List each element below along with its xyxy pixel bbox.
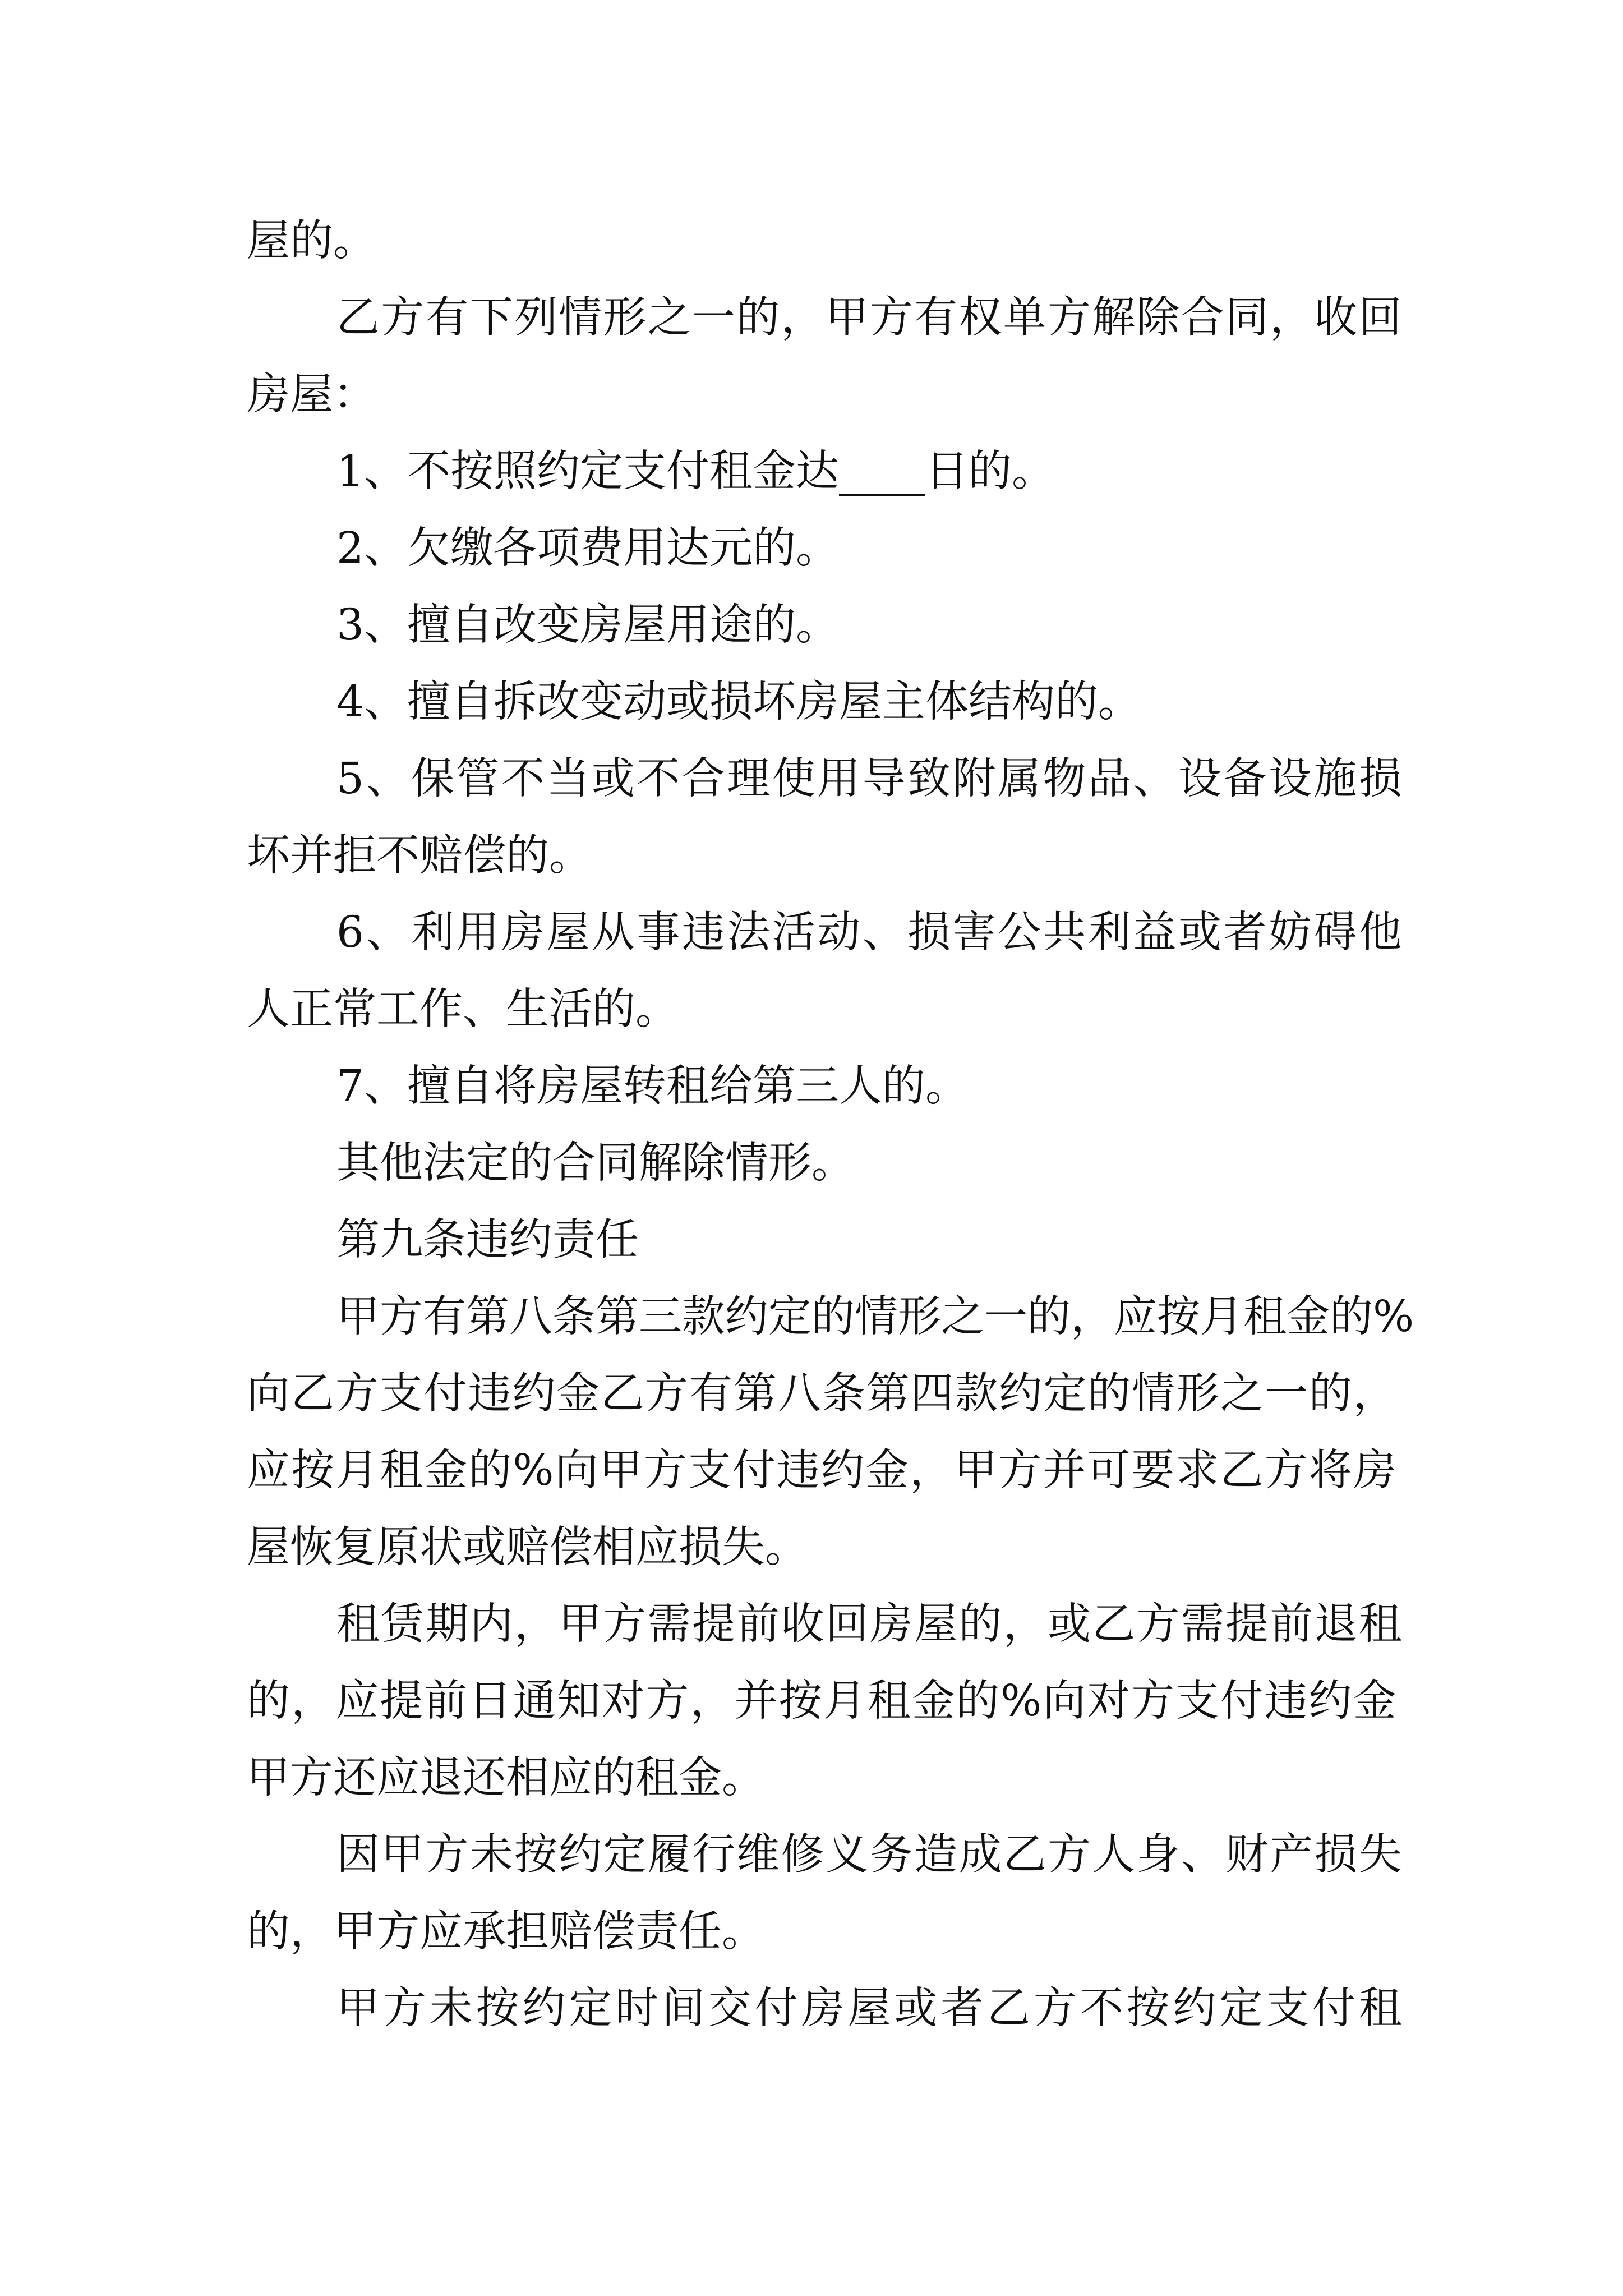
text-char: 约 — [1173, 1984, 1216, 2033]
text-char: 约 — [512, 1369, 556, 1419]
text-char: 列 — [514, 293, 557, 343]
text-char: 者 — [1223, 908, 1267, 958]
text-char: 损 — [907, 908, 951, 958]
text-char: 甲 — [336, 1984, 380, 2033]
text-char: 租 — [1243, 1292, 1287, 1342]
text-char: ， — [1353, 1369, 1396, 1419]
text-char: 应 — [335, 1676, 379, 1726]
text-char: 失 — [1358, 1830, 1402, 1880]
text-char: 定 — [1043, 1369, 1087, 1419]
text-char: 有 — [425, 293, 469, 343]
text-char: 八 — [509, 1292, 552, 1342]
text-char: ， — [1071, 1292, 1114, 1342]
text-char: 妨 — [1268, 908, 1312, 958]
text-char: 内 — [469, 1599, 513, 1649]
text-char: 按 — [778, 1676, 822, 1726]
text-char: 约 — [559, 1830, 602, 1880]
text-line: 4、擅自拆改变动或损坏房屋主体结构的。 — [336, 677, 1141, 727]
text-char: 方 — [645, 1369, 689, 1419]
text-line: 坏并拒不赔偿的。 — [247, 831, 592, 881]
text-char: 四 — [910, 1369, 954, 1419]
text-char: 月 — [1200, 1292, 1243, 1342]
text-line — [247, 1443, 1396, 1499]
text-char: ， — [291, 1676, 335, 1726]
text-char: 不 — [637, 754, 680, 804]
text-char: 乙 — [291, 1369, 334, 1419]
text-char: 的 — [811, 1292, 855, 1342]
text-char: 房 — [1353, 1446, 1396, 1496]
text-char: 5 — [336, 754, 364, 804]
text-char: 下 — [469, 293, 513, 343]
text-char: 或 — [1178, 908, 1221, 958]
text-char: 法 — [727, 908, 771, 958]
text-line — [247, 1366, 1396, 1422]
text-char: 公 — [998, 908, 1041, 958]
text-char: 方 — [1131, 1676, 1175, 1726]
text-char: 付 — [1220, 1676, 1264, 1726]
text-char: 产 — [1270, 1830, 1313, 1880]
text-char: 违 — [681, 908, 725, 958]
text-char: 情 — [1132, 1369, 1175, 1419]
text-char: 解 — [1092, 293, 1136, 343]
text-char: 第 — [466, 1292, 509, 1342]
text-char: ， — [1003, 1599, 1046, 1649]
text-char: 乙 — [601, 1369, 644, 1419]
text-line: 3、擅自改变房屋用途的。 — [336, 600, 839, 650]
text-char: 方 — [335, 1369, 379, 1419]
text-char: 一 — [692, 293, 735, 343]
text-char: 前 — [1270, 1599, 1313, 1649]
text-char: 回 — [1358, 293, 1402, 343]
text-char: 方 — [645, 1676, 689, 1726]
text-char: 条 — [552, 1292, 596, 1342]
text-char: 或 — [1048, 1599, 1091, 1649]
text-char: 定 — [603, 1830, 647, 1880]
text-char: 间 — [662, 1984, 706, 2033]
text-char: 的 — [468, 1446, 512, 1496]
text-char: 条 — [822, 1369, 865, 1419]
text-char: 单 — [1003, 293, 1046, 343]
text-char: 月 — [335, 1446, 379, 1496]
text-char: 按 — [476, 1984, 519, 2033]
text-char: 约 — [999, 1369, 1043, 1419]
text-char: 提 — [380, 1676, 423, 1726]
text-char: 损 — [1358, 754, 1402, 804]
text-char: 导 — [862, 754, 906, 804]
text-char: 需 — [647, 1599, 691, 1649]
text-char: 对 — [1087, 1676, 1131, 1726]
text-char: 租 — [1358, 1984, 1402, 2033]
text-char: 形 — [603, 293, 647, 343]
text-char: % — [1000, 1676, 1042, 1726]
text-char: 前 — [736, 1599, 780, 1649]
text-char: 甲 — [559, 1599, 602, 1649]
text-char: 备 — [1223, 754, 1267, 804]
text-char: 付 — [732, 1446, 776, 1496]
text-char: 合 — [1181, 293, 1224, 343]
text-char: % — [513, 1446, 554, 1496]
text-char: 管 — [456, 754, 500, 804]
text-char: 违 — [1264, 1676, 1308, 1726]
text-char: 利 — [1087, 908, 1131, 958]
text-char: ， — [910, 1446, 953, 1496]
text-char: 甲 — [599, 1446, 643, 1496]
text-char: 方 — [1048, 1830, 1091, 1880]
text-line — [336, 751, 1402, 807]
text-char: ， — [781, 293, 824, 343]
text-char: 回 — [825, 1599, 869, 1649]
text-char: 身 — [1136, 1830, 1180, 1880]
text-char: 他 — [1358, 908, 1402, 958]
text-char: 违 — [468, 1369, 511, 1419]
text-line: 人正常工作、生活的。 — [247, 984, 679, 1034]
text-char: 金 — [1287, 1292, 1330, 1342]
text-char: 不 — [501, 754, 545, 804]
text-char: 未 — [469, 1830, 513, 1880]
text-char: 支 — [688, 1446, 731, 1496]
text-char: 用 — [817, 754, 861, 804]
text-char: 、 — [1181, 1830, 1224, 1880]
text-char: 按 — [291, 1446, 335, 1496]
text-char: 人 — [1092, 1830, 1136, 1880]
text-char: 乙 — [1220, 1446, 1264, 1496]
text-char: 金 — [911, 1676, 955, 1726]
text-char: 甲 — [381, 1830, 425, 1880]
text-char: 的 — [1087, 1369, 1131, 1419]
text-char: 成 — [958, 1830, 1002, 1880]
text-char: 6 — [336, 908, 364, 958]
text-char: 交 — [708, 1984, 751, 2033]
text-char: 维 — [736, 1830, 780, 1880]
text-char: 屋 — [914, 1599, 958, 1649]
text-char: 的 — [1027, 1292, 1071, 1342]
text-char: 第 — [866, 1369, 910, 1419]
text-char: 的 — [1308, 1369, 1352, 1419]
text-char: 方 — [380, 1292, 423, 1342]
text-char: 保 — [411, 754, 454, 804]
text-char: % — [1373, 1292, 1414, 1342]
text-line — [336, 1289, 1414, 1345]
text-char: 提 — [1225, 1599, 1269, 1649]
text-char: 履 — [647, 1830, 691, 1880]
text-line — [336, 290, 1402, 346]
text-line: 房屋： — [247, 370, 376, 420]
text-char: 付 — [1312, 1984, 1356, 2033]
text-char: 共 — [1043, 908, 1086, 958]
text-char: 甲 — [825, 293, 869, 343]
text-char: 屋 — [546, 908, 590, 958]
text-char: 可 — [1087, 1446, 1131, 1496]
text-char: 金 — [865, 1446, 909, 1496]
text-char: 时 — [615, 1984, 659, 2033]
text-char: 租 — [380, 1446, 423, 1496]
text-char: 退 — [1314, 1599, 1358, 1649]
text-char: 约 — [820, 1446, 864, 1496]
text-char: ， — [1270, 293, 1313, 343]
text-char: 有 — [914, 293, 958, 343]
text-char: 者 — [940, 1984, 984, 2033]
text-char: 金 — [424, 1446, 468, 1496]
text-line: 甲方还应退还相应的租金。 — [247, 1753, 765, 1803]
text-char: 金 — [1353, 1676, 1396, 1726]
text-char: 设 — [1178, 754, 1221, 804]
text-line — [336, 1596, 1402, 1653]
text-char: 务 — [870, 1830, 913, 1880]
text-char: 的 — [247, 1676, 290, 1726]
text-char: 向 — [247, 1369, 290, 1419]
text-char: 的 — [958, 1599, 1002, 1649]
text-line: 2、欠缴各项费用达元的。 — [336, 523, 839, 573]
text-char: 通 — [513, 1676, 556, 1726]
text-char: 知 — [557, 1676, 601, 1726]
text-char: 求 — [1175, 1446, 1219, 1496]
text-char: 收 — [781, 1599, 824, 1649]
text-char: 造 — [914, 1830, 958, 1880]
text-char: 修 — [781, 1830, 824, 1880]
text-char: 附 — [952, 754, 996, 804]
text-char: 、 — [366, 754, 409, 804]
text-char: 按 — [1126, 1984, 1170, 2033]
text-char: 害 — [952, 908, 996, 958]
text-line: 第九条违约责任 — [336, 1215, 639, 1265]
text-char: 房 — [501, 908, 545, 958]
text-char: 的 — [956, 1676, 999, 1726]
text-line: 的，甲方应承担赔偿责任。 — [247, 1907, 765, 1957]
text-char: 理 — [727, 754, 771, 804]
text-char: 乙 — [1092, 1599, 1136, 1649]
text-char: 应 — [1114, 1292, 1157, 1342]
text-line — [336, 1827, 1402, 1883]
text-char: 一 — [1264, 1369, 1308, 1419]
text-char: 有 — [689, 1369, 733, 1419]
text-char: 情 — [559, 293, 602, 343]
text-char: 情 — [855, 1292, 898, 1342]
text-char: 方 — [382, 1984, 426, 2033]
text-char: 或 — [894, 1984, 938, 2033]
text-char: 第 — [596, 1292, 639, 1342]
text-char: 方 — [1048, 293, 1091, 343]
text-char: 对 — [601, 1676, 645, 1726]
text-char: 三 — [639, 1292, 682, 1342]
text-char: 设 — [1268, 754, 1312, 804]
text-char: 益 — [1133, 908, 1177, 958]
text-char: 、 — [1133, 754, 1177, 804]
text-char: 定 — [768, 1292, 811, 1342]
text-char: 方 — [643, 1446, 687, 1496]
text-char: 方 — [425, 1830, 469, 1880]
text-char: 、 — [366, 908, 409, 958]
text-char: 或 — [591, 754, 635, 804]
text-char: 房 — [801, 1984, 845, 2033]
text-line: 屋恢复原状或赔偿相应损失。 — [247, 1522, 808, 1572]
text-char: 违 — [776, 1446, 820, 1496]
text-char: 方 — [381, 293, 425, 343]
text-char: 的 — [1330, 1292, 1373, 1342]
text-char: 之 — [647, 293, 691, 343]
text-line: 7、擅自将房屋转租给第三人的。 — [336, 1061, 969, 1111]
text-char: 第 — [733, 1369, 777, 1419]
text-char: 物 — [1043, 754, 1086, 804]
text-char: 方 — [998, 1446, 1042, 1496]
text-char: 方 — [603, 1599, 647, 1649]
text-char: 不 — [1080, 1984, 1123, 2033]
text-char: 除 — [1136, 293, 1180, 343]
text-char: 方 — [1264, 1446, 1308, 1496]
text-char: 向 — [1043, 1676, 1086, 1726]
text-char: 属 — [998, 754, 1041, 804]
text-char: 碍 — [1313, 908, 1357, 958]
text-char: 将 — [1308, 1446, 1352, 1496]
text-char: 甲 — [954, 1446, 998, 1496]
text-char: 前 — [424, 1676, 468, 1726]
text-char: 金 — [556, 1369, 600, 1419]
text-char: 合 — [681, 754, 725, 804]
text-char: 款 — [682, 1292, 725, 1342]
text-char: 并 — [1043, 1446, 1086, 1496]
text-char: 八 — [777, 1369, 821, 1419]
text-char: 租 — [336, 1599, 380, 1649]
text-char: 按 — [514, 1830, 557, 1880]
text-char: 之 — [1220, 1369, 1264, 1419]
text-char: 致 — [907, 754, 951, 804]
text-char: 并 — [734, 1676, 778, 1726]
text-line: 其他法定的合同解除情形。 — [336, 1138, 855, 1188]
text-char: 屋 — [847, 1984, 891, 2033]
text-char: 支 — [1175, 1676, 1219, 1726]
text-char: 款 — [955, 1369, 998, 1419]
text-char: 当 — [546, 754, 590, 804]
text-char: 财 — [1225, 1830, 1269, 1880]
text-char: 按 — [1157, 1292, 1200, 1342]
text-char: 事 — [637, 908, 680, 958]
text-char: 租 — [867, 1676, 911, 1726]
text-char: 同 — [1225, 293, 1269, 343]
text-char: 利 — [411, 908, 454, 958]
text-char: 定 — [569, 1984, 612, 2033]
text-char: 应 — [247, 1446, 290, 1496]
text-char: 的 — [736, 293, 780, 343]
text-char: 甲 — [336, 1292, 380, 1342]
text-char: 从 — [591, 908, 635, 958]
text-char: 收 — [1314, 293, 1358, 343]
text-char: 行 — [692, 1830, 735, 1880]
text-char: 未 — [429, 1984, 473, 2033]
text-char: 方 — [1033, 1984, 1077, 2033]
text-char: 方 — [1136, 1599, 1180, 1649]
text-char: 品 — [1087, 754, 1131, 804]
text-char: 付 — [423, 1369, 467, 1419]
text-char: 向 — [555, 1446, 598, 1496]
text-char: 施 — [1313, 754, 1357, 804]
text-line — [247, 1673, 1396, 1729]
text-char: 定 — [1219, 1984, 1263, 2033]
text-char: 月 — [823, 1676, 866, 1726]
text-char: 义 — [825, 1830, 869, 1880]
text-line: 屋的。 — [247, 216, 376, 266]
text-char: 需 — [1181, 1599, 1224, 1649]
text-char: 有 — [423, 1292, 466, 1342]
text-char: 乙 — [1003, 1830, 1046, 1880]
text-char: 因 — [336, 1830, 380, 1880]
text-char: 权 — [958, 293, 1002, 343]
text-char: 约 — [522, 1984, 566, 2033]
text-char: 提 — [692, 1599, 735, 1649]
text-char: 动 — [817, 908, 861, 958]
text-char: 付 — [754, 1984, 798, 2033]
text-char: 损 — [1314, 1830, 1358, 1880]
text-char: 乙 — [987, 1984, 1031, 2033]
text-char: 用 — [456, 908, 500, 958]
text-char: 使 — [772, 754, 815, 804]
text-char: 房 — [870, 1599, 913, 1649]
text-char: 要 — [1131, 1446, 1175, 1496]
text-char: 乙 — [336, 293, 380, 343]
text-char: 日 — [468, 1676, 512, 1726]
text-char: 一 — [984, 1292, 1027, 1342]
text-line — [336, 1981, 1402, 2037]
text-char: 活 — [772, 908, 815, 958]
text-char: 方 — [870, 293, 913, 343]
text-char: 约 — [1308, 1676, 1352, 1726]
text-char: ， — [514, 1599, 557, 1649]
text-line — [336, 905, 1402, 961]
text-char: 租 — [1358, 1599, 1402, 1649]
text-char: 之 — [941, 1292, 984, 1342]
text-char: 支 — [1266, 1984, 1310, 2033]
text-char: 形 — [1176, 1369, 1220, 1419]
text-char: ， — [690, 1676, 734, 1726]
text-char: 形 — [898, 1292, 941, 1342]
text-char: 赁 — [381, 1599, 425, 1649]
text-char: 期 — [425, 1599, 469, 1649]
text-char: 约 — [725, 1292, 768, 1342]
text-char: 、 — [862, 908, 906, 958]
text-line: 1、不按照约定支付租金达____日的。 — [336, 447, 1055, 496]
text-char: 支 — [379, 1369, 423, 1419]
